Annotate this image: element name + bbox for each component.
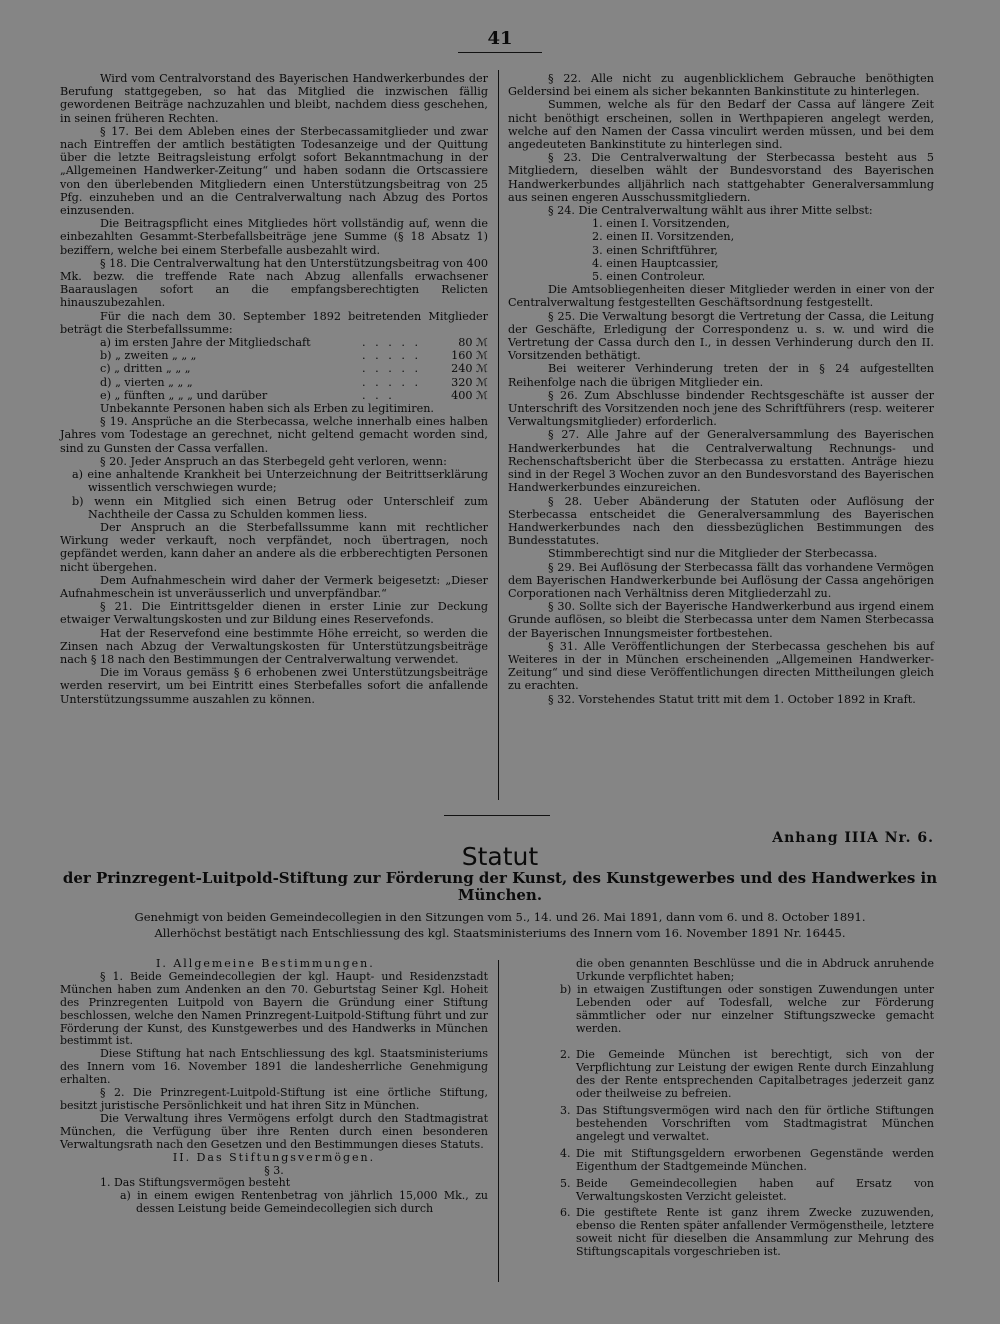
- left-column: [60, 72, 488, 706]
- officer-list: [508, 217, 934, 283]
- list-item: 1. einen I. Vorsitzenden,: [592, 217, 730, 231]
- paragraph: § 22. Alle nicht zu augenblicklichem Gebrauche benöthigten Geldersind bei einem als sicher bekannten Bankinstitute zu hinterlegen.: [508, 72, 934, 99]
- list-item: [546, 1148, 934, 1174]
- paragraph: § 28. Ueber Abänderung der Statuten oder Auflösung der Sterbecassa entscheidet die Generalversammlung des Bayerischen Handwerkerbundes nach den diessbezüglichen Bestimmungen des Bundesstatutes.: [508, 494, 934, 548]
- list-item: b) in etwaigen Zustiftungen oder sonstigen Zuwendungen unter Lebenden oder auf Todesfall, welche zur Förderung sämmtlicher oder nur einzelner Stiftungszwecke gemacht werden.: [560, 982, 934, 1035]
- approval-line: Genehmigt von beiden Gemeindecollegien in den Sitzungen vom 5., 14. und 26. Mai 1891, dann vom 6. und 8. October 1891.: [134, 910, 866, 924]
- paragraph: die oben genannten Beschlüsse und die in Abdruck anruhende Urkunde verpflichtet haben;: [576, 957, 934, 983]
- paragraph: Die im Voraus gemäss § 6 erhobenen zwei Unterstützungsbeiträge werden reservirt, um bei Eintritt eines Sterbefalles sofort die anfallende Unterstützungssumme auszahlen zu können.: [60, 666, 488, 706]
- rate-label: b) „ zweiten „ „ „: [100, 349, 197, 363]
- rate-label: e) „ fünften „ „ „ und darüber: [100, 388, 268, 402]
- rate-amount: 400 ℳ: [451, 388, 488, 402]
- paragraph: Diese Stiftung hat nach Entschliessung des kgl. Staatsministeriums des Innern vom 16. November 1891 die landesherrliche Genehmigung erhalten.: [60, 1047, 488, 1087]
- stiftung-right-column: [546, 958, 934, 1259]
- rate-row: [60, 362, 488, 375]
- item-number: 5.: [560, 1176, 571, 1190]
- list-item: a) in einem ewigen Rentenbetrag von jährlich 15,000 Mk., zu dessen Leistung beide Gemeindecollegien sich durch: [120, 1189, 488, 1216]
- paragraph: Der Anspruch an die Sterbefallssumme kann mit rechtlicher Wirkung weder verkauft, noch verpfändet, noch übertragen, noch gepfändet werden, kann daher an andere als die erbberechtigten Personen nicht übergehen.: [60, 520, 488, 574]
- paragraph: Bei weiterer Verhinderung treten der in § 24 aufgestellten Reihenfolge nach die übrigen Mitglieder ein.: [508, 362, 934, 389]
- paragraph: Die Verwaltung ihres Vermögens erfolgt durch den Stadtmagistrat München, die Verfügung über ihre Renten durch einen besonderen Verwaltungsrath nach den Gesetzen und den Bestimmungen dieses Statuts.: [60, 1111, 488, 1151]
- paragraph: § 26. Zum Abschlusse bindender Rechtsgeschäfte ist ausser der Unterschrift des Vorsitzenden noch jene des Schriftführers (resp. weiterer Verwaltungsmitglieder) erforderlich.: [508, 388, 934, 429]
- paragraph: Die Beitragspflicht eines Mitgliedes hört vollständig auf, wenn die einbezahlten Gesammt-Sterbefallsbeiträge jene Summe (§ 18 Absatz 1) beziffern, welche bei einem Sterbefalle ausbezahlt wird.: [60, 217, 488, 257]
- paragraph: § 25. Die Verwaltung besorgt die Vertretung der Cassa, die Leitung der Geschäfte, Erledigung der Correspondenz u. s. w. und wird die Vertretung der Cassa durch den I., in dessen Verhinderung durch den II. Vorsitzenden bethätigt.: [508, 309, 934, 363]
- item-text: Die mit Stiftungsgeldern erworbenen Gegenstände werden Eigenthum der Stadtgemeinde München.: [576, 1146, 934, 1173]
- list-item: 5. einen Controleur.: [592, 270, 706, 284]
- paragraph: § 27. Alle Jahre auf der Generalversammlung des Bayerischen Handwerkerbundes hat die Centralverwaltung Rechnungs- und Rechenschaftsbericht über die Sterbecassa zu erstatten. Anträge hiezu sind in der Regel 3 Wochen zuvor an den Bundesvorstand des Bayerischen Handwerkerbundes einzureichen.: [508, 428, 934, 495]
- paragraph: § 18. Die Centralverwaltung hat den Unterstützungsbeitrag von 400 Mk. bezw. die treffende Rate nach Abzug allenfalls erwachsener Baarauslagen sofort an die empfangsberechtigten Relicten hinauszubezahlen.: [60, 256, 488, 310]
- rate-label: c) „ dritten „ „ „: [100, 362, 191, 376]
- statut-title: Statut: [461, 842, 539, 871]
- list-item: 4. einen Hauptcassier,: [592, 256, 719, 270]
- list-item: [546, 1049, 934, 1101]
- paragraph: § 23. Die Centralverwaltung der Sterbecassa besteht aus 5 Mitgliedern, dieselben wählt der Bundesvorstand des Bayerischen Handwerkerbundes alljährlich nach stattgehabter Generalversammlung aus seinen engeren Ausschussmitgliedern.: [508, 151, 934, 204]
- appendix-label: Anhang IIIA Nr. 6.: [772, 830, 934, 846]
- paragraph: § 31. Alle Veröffentlichungen der Sterbecassa geschehen bis auf Weiteres in der in München erscheinenden „Allgemeinen Handwerker-Zeitung“ und sind diese Veröffentlichungen directen Mittheilungen gleich zu erachten.: [508, 639, 934, 693]
- rate-dots: . . . . .: [362, 336, 422, 350]
- right-column: [508, 72, 934, 706]
- list-item: [546, 1105, 934, 1144]
- list-item: a) eine anhaltende Krankheit bei Unterzeichnung der Beitrittserklärung wissentlich verschwiegen wurde;: [72, 468, 488, 495]
- column-divider: [498, 960, 499, 1282]
- rate-label: a) im ersten Jahre der Mitgliedschaft: [100, 336, 311, 350]
- rate-amount: 240 ℳ: [451, 362, 488, 376]
- item-number: 6.: [560, 1206, 571, 1220]
- paragraph: Summen, welche als für den Bedarf der Cassa auf längere Zeit nicht benöthigt erscheinen, sollen in Werthpapieren angelegt werden, welche auf den Namen der Cassa vinculirt werden müssen, und bei dem angedeuteten Bankinstitute zu hinterlegen sind.: [508, 98, 934, 152]
- paragraph: § 1. Beide Gemeindecollegien der kgl. Haupt- und Residenzstadt München haben zum Andenken an den 70. Geburtstag Seiner Kgl. Hoheit des Prinzregenten Luitpold von Bayern die Gründung einer Stiftung beschlossen, welche den Namen Prinzregent-Luitpold-Stiftung führt und zur Förderung der Kunst, des Kunstgewerbes und des Handwerks in München bestimmt ist.: [60, 969, 488, 1048]
- list-item: 3. einen Schriftführer,: [592, 243, 718, 257]
- paragraph: § 20. Jeder Anspruch an das Sterbegeld geht verloren, wenn:: [100, 454, 447, 468]
- item-text: Die gestiftete Rente ist ganz ihrem Zwecke zuzuwenden, ebenso die Renten später anfallender Vermögenstheile, letztere soweit nicht für dieselben die Ansammlung zur Mehrung des Stiftungscapitals vorgeschrieben ist.: [576, 1206, 934, 1259]
- section-heading: I. Allgemeine Bestimmungen.: [156, 957, 375, 970]
- item-text: Beide Gemeindecollegien haben auf Ersatz von Verwaltungskosten Verzicht geleistet.: [576, 1176, 934, 1203]
- approval-line: Allerhöchst bestätigt nach Entschliessung des kgl. Staatsministeriums des Innern vom 16. November 1891 Nr. 16445.: [154, 926, 846, 940]
- page-number-rule: [458, 52, 542, 53]
- paragraph: § 29. Bei Auflösung der Sterbecassa fällt das vorhandene Vermögen dem Bayerischen Handwerkerbunde bei Auflösung der Cassa angehörigen Corporationen nach Verhältniss deren Mitgliederzahl zu.: [508, 560, 934, 600]
- paragraph: Für die nach dem 30. September 1892 beitretenden Mitglieder beträgt die Sterbefallssumme:: [60, 309, 488, 336]
- rate-row: [60, 376, 488, 389]
- paragraph: Unbekannte Personen haben sich als Erben zu legitimiren.: [100, 402, 434, 416]
- rate-amount: 80 ℳ: [458, 336, 488, 350]
- rate-dots: . . . . .: [362, 349, 422, 363]
- rate-row: [60, 389, 488, 402]
- stiftung-left-column: [60, 958, 488, 1216]
- rate-table: [60, 336, 488, 402]
- list-item: b) wenn ein Mitglied sich einen Betrug oder Unterschleif zum Nachtheile der Cassa zu Schulden kommen liess.: [72, 494, 488, 521]
- item-number: 4.: [560, 1146, 571, 1160]
- rate-row: [60, 336, 488, 349]
- paragraph: Hat der Reservefond eine bestimmte Höhe erreicht, so werden die Zinsen nach Abzug der Verwaltungskosten für Unterstützungsbeiträge nach § 18 nach den Bestimmungen der Centralverwaltung verwendet.: [60, 626, 488, 666]
- item-text: Die Gemeinde München ist berechtigt, sich von der Verpflichtung zur Leistung der ewigen Rente durch Einzahlung des der Rente entsprechenden Capitalbetrages jederzeit ganz oder theilweise zu befreien.: [576, 1048, 934, 1101]
- paragraph: § 32. Vorstehendes Statut tritt mit dem 1. October 1892 in Kraft.: [548, 692, 916, 706]
- paragraph: § 2. Die Prinzregent-Luitpold-Stiftung ist eine örtliche Stiftung, besitzt juristische Persönlichkeit und hat ihren Sitz in München.: [60, 1086, 488, 1112]
- item-text: Das Stiftungsvermögen wird nach den für örtliche Stiftungen bestehenden Vorschriften vom Stadtmagistrat München angelegt und verwaltet.: [576, 1104, 934, 1143]
- paragraph: Dem Aufnahmeschein wird daher der Vermerk beigesetzt: „Dieser Aufnahmeschein ist unveräusserlich und unverpfändbar.“: [60, 573, 488, 600]
- section-heading: II. Das Stiftungsvermögen.: [172, 1150, 376, 1164]
- rate-amount: 320 ℳ: [451, 375, 488, 389]
- rate-row: [60, 349, 488, 362]
- rate-amount: 160 ℳ: [451, 349, 488, 363]
- paragraph: § 19. Ansprüche an die Sterbecassa, welche innerhalb eines halben Jahres vom Todestage an gerechnet, nicht geltend gemacht worden sind, sind zu Gunsten der Cassa verfallen.: [60, 415, 488, 455]
- paragraph: 1. Das Stiftungsvermögen besteht: [100, 1176, 291, 1190]
- list-item: [546, 1207, 934, 1259]
- list-item: [546, 1178, 934, 1204]
- paragraph: § 30. Sollte sich der Bayerische Handwerkerbund aus irgend einem Grunde auflösen, so bleibt die Sterbecassa unter dem Namen Sterbecassa der Bayerischen Innungsmeister fortbestehen.: [508, 600, 934, 640]
- column-divider: [498, 70, 499, 800]
- rate-dots: . . . . .: [362, 375, 422, 389]
- paragraph-number: § 3.: [264, 1163, 284, 1177]
- paragraph: Stimmberechtigt sind nur die Mitglieder der Sterbecassa.: [548, 547, 878, 561]
- paragraph: Wird vom Centralvorstand des Bayerischen Handwerkerbundes der Berufung stattgegeben, so hat das Mitglied die inzwischen fällig gewordenen Beiträge nachzuzahlen und bleibt, nachdem diess geschehen, in seinen früheren Rechten.: [60, 72, 488, 125]
- section-rule: [444, 815, 550, 816]
- statut-subtitle: der Prinzregent-Luitpold-Stiftung zur Förderung der Kunst, des Kunstgewerbes und des Handwerkes in München.: [62, 869, 938, 904]
- list-item: 2. einen II. Vorsitzenden,: [592, 230, 735, 244]
- paragraph: Die Amtsobliegenheiten dieser Mitglieder werden in einer von der Centralverwaltung festgestellten Geschäftsordnung festgestellt.: [508, 283, 934, 310]
- item-number: 3.: [560, 1104, 571, 1118]
- item-number: 2.: [560, 1048, 571, 1062]
- paragraph: § 21. Die Eintrittsgelder dienen in erster Linie zur Deckung etwaiger Verwaltungskosten und zur Bildung eines Reservefonds.: [60, 600, 488, 627]
- rate-dots: . . . . .: [362, 362, 422, 376]
- page-number: 41: [487, 28, 513, 49]
- paragraph: § 24. Die Centralverwaltung wählt aus ihrer Mitte selbst:: [548, 204, 873, 218]
- paragraph: § 17. Bei dem Ableben eines der Sterbecassamitglieder und zwar nach Eintreffen der amtlich bestätigten Todesanzeige und der Quittung über die letzte Beitragsleistung erfolgt sofort Bekanntmachung in der „Allgemeinen Handwerker-Zeitung“ und haben sodann die Ortscassiere von den überlebenden Mitgliedern einen Unterstützungsbeitrag von 25 Pfg. einzuheben und an die Centralverwaltung nach Abzug des Portos einzusenden.: [60, 124, 488, 218]
- rate-dots: . . .: [362, 388, 395, 402]
- rate-label: d) „ vierten „ „ „: [100, 375, 193, 389]
